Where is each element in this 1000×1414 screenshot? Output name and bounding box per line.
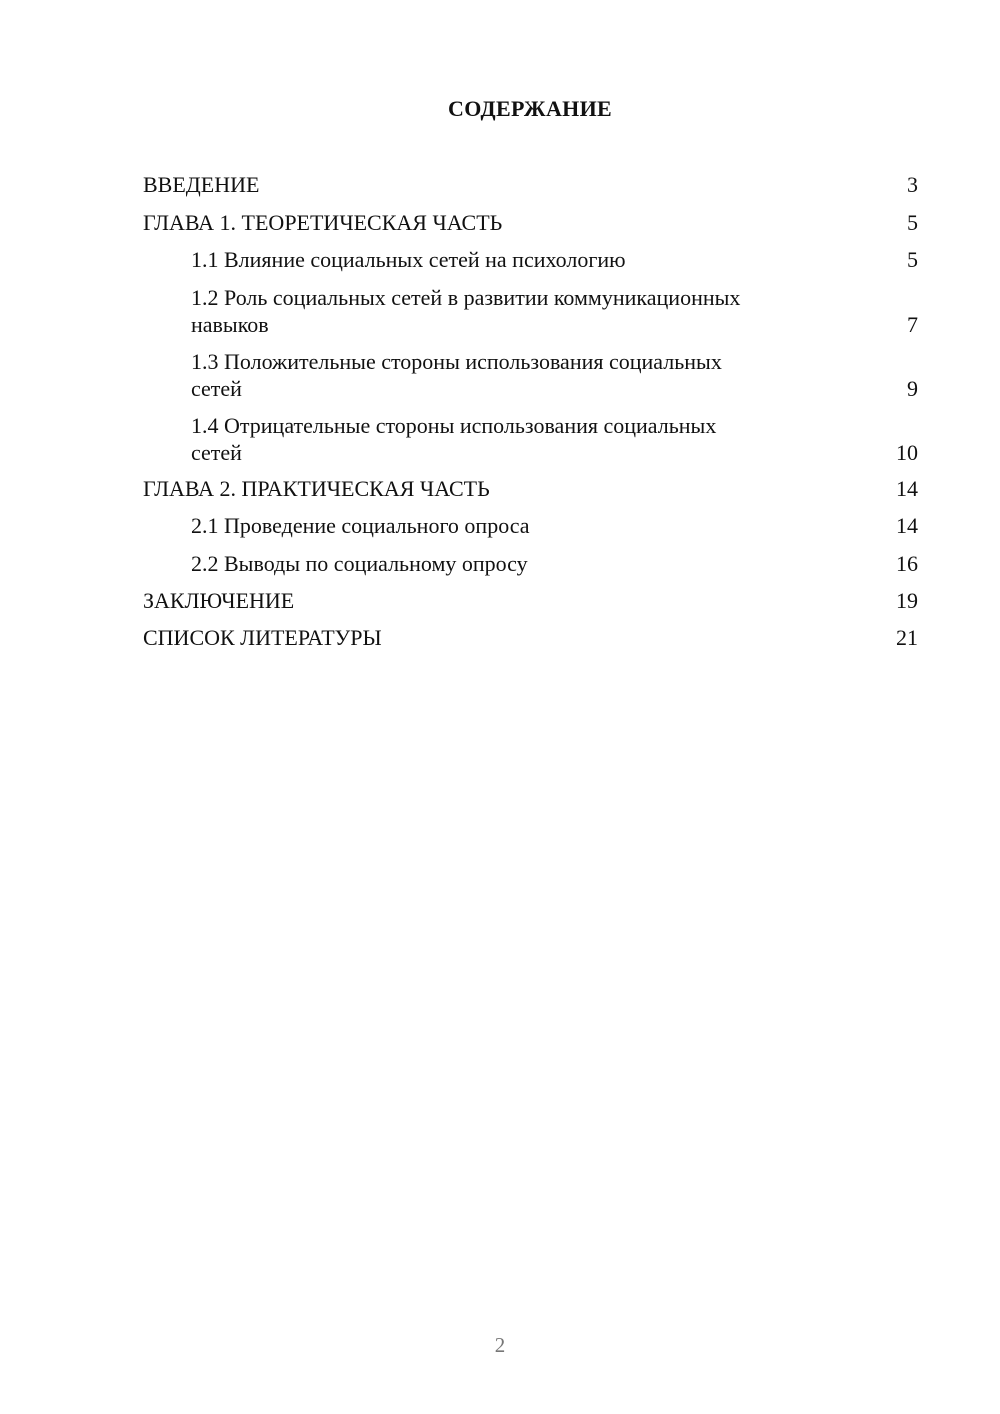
toc-entry-text xyxy=(143,284,871,338)
toc-entry-line: 1.4 Отрицательные стороны использования социальных xyxy=(191,413,717,438)
toc-entry-section-1-2 xyxy=(143,284,918,338)
toc-entry-line: 1.3 Положительные стороны использования социальных xyxy=(191,349,722,374)
toc-entry-text xyxy=(143,512,871,539)
toc-entry-line: навыков xyxy=(191,312,269,337)
toc-entry-text xyxy=(143,209,823,236)
toc-entry-page-number: 19 xyxy=(896,588,918,613)
toc-entry-line: сетей xyxy=(191,376,242,401)
toc-entry-chapter-2 xyxy=(143,475,918,502)
toc-entry-text xyxy=(143,412,871,466)
toc-entry-conclusion xyxy=(143,587,918,614)
toc-entry-introduction xyxy=(143,171,918,198)
toc-entry-section-2-2 xyxy=(143,550,918,577)
toc-entry-page-number: 16 xyxy=(896,551,918,576)
toc-entry-page-number: 5 xyxy=(907,247,918,272)
toc-entry-text xyxy=(143,624,823,651)
toc-entry-line: 1.2 Роль социальных сетей в развитии коммуникационных xyxy=(191,285,741,310)
toc-entry-page-number: 10 xyxy=(896,440,918,465)
toc-entry-page-number: 14 xyxy=(896,513,918,538)
toc-entry-page-number: 5 xyxy=(907,210,918,235)
toc-entry-line: сетей xyxy=(191,440,242,465)
toc-entry-section-1-1 xyxy=(143,246,918,273)
toc-entry-page-number: 14 xyxy=(896,476,918,501)
toc-entry-section-1-3 xyxy=(143,348,918,402)
toc-entry-text xyxy=(143,550,871,577)
toc-entry-text xyxy=(143,348,871,402)
toc-entry-line: 2.2 Выводы по социальному опросу xyxy=(191,551,528,576)
toc-entry-chapter-1 xyxy=(143,209,918,236)
toc-entry-text xyxy=(143,246,871,273)
toc-entry-page-number: 9 xyxy=(907,376,918,401)
toc-entry-line: ГЛАВА 1. ТЕОРЕТИЧЕСКАЯ ЧАСТЬ xyxy=(143,210,503,235)
toc-entry-section-1-4 xyxy=(143,412,918,466)
toc-entry-page-number: 21 xyxy=(896,625,918,650)
page-number: 2 xyxy=(494,1333,506,1357)
toc-entry-line: ЗАКЛЮЧЕНИЕ xyxy=(143,588,295,613)
toc-entry-line: ГЛАВА 2. ПРАКТИЧЕСКАЯ ЧАСТЬ xyxy=(143,476,490,501)
toc-title: СОДЕРЖАНИЕ xyxy=(448,96,612,121)
toc-entry-text xyxy=(143,587,823,614)
toc-entry-line: 2.1 Проведение социального опроса xyxy=(191,513,530,538)
toc-entry-line: СПИСОК ЛИТЕРАТУРЫ xyxy=(143,625,382,650)
toc-entry-line: ВВЕДЕНИЕ xyxy=(143,172,260,197)
toc-entry-line: 1.1 Влияние социальных сетей на психологию xyxy=(191,247,626,272)
toc-entry-page-number: 3 xyxy=(907,172,918,197)
toc-entry-text xyxy=(143,171,823,198)
toc-entry-page-number: 7 xyxy=(907,312,918,337)
toc-entry-bibliography xyxy=(143,624,918,651)
toc-entry-section-2-1 xyxy=(143,512,918,539)
toc-entry-text xyxy=(143,475,823,502)
